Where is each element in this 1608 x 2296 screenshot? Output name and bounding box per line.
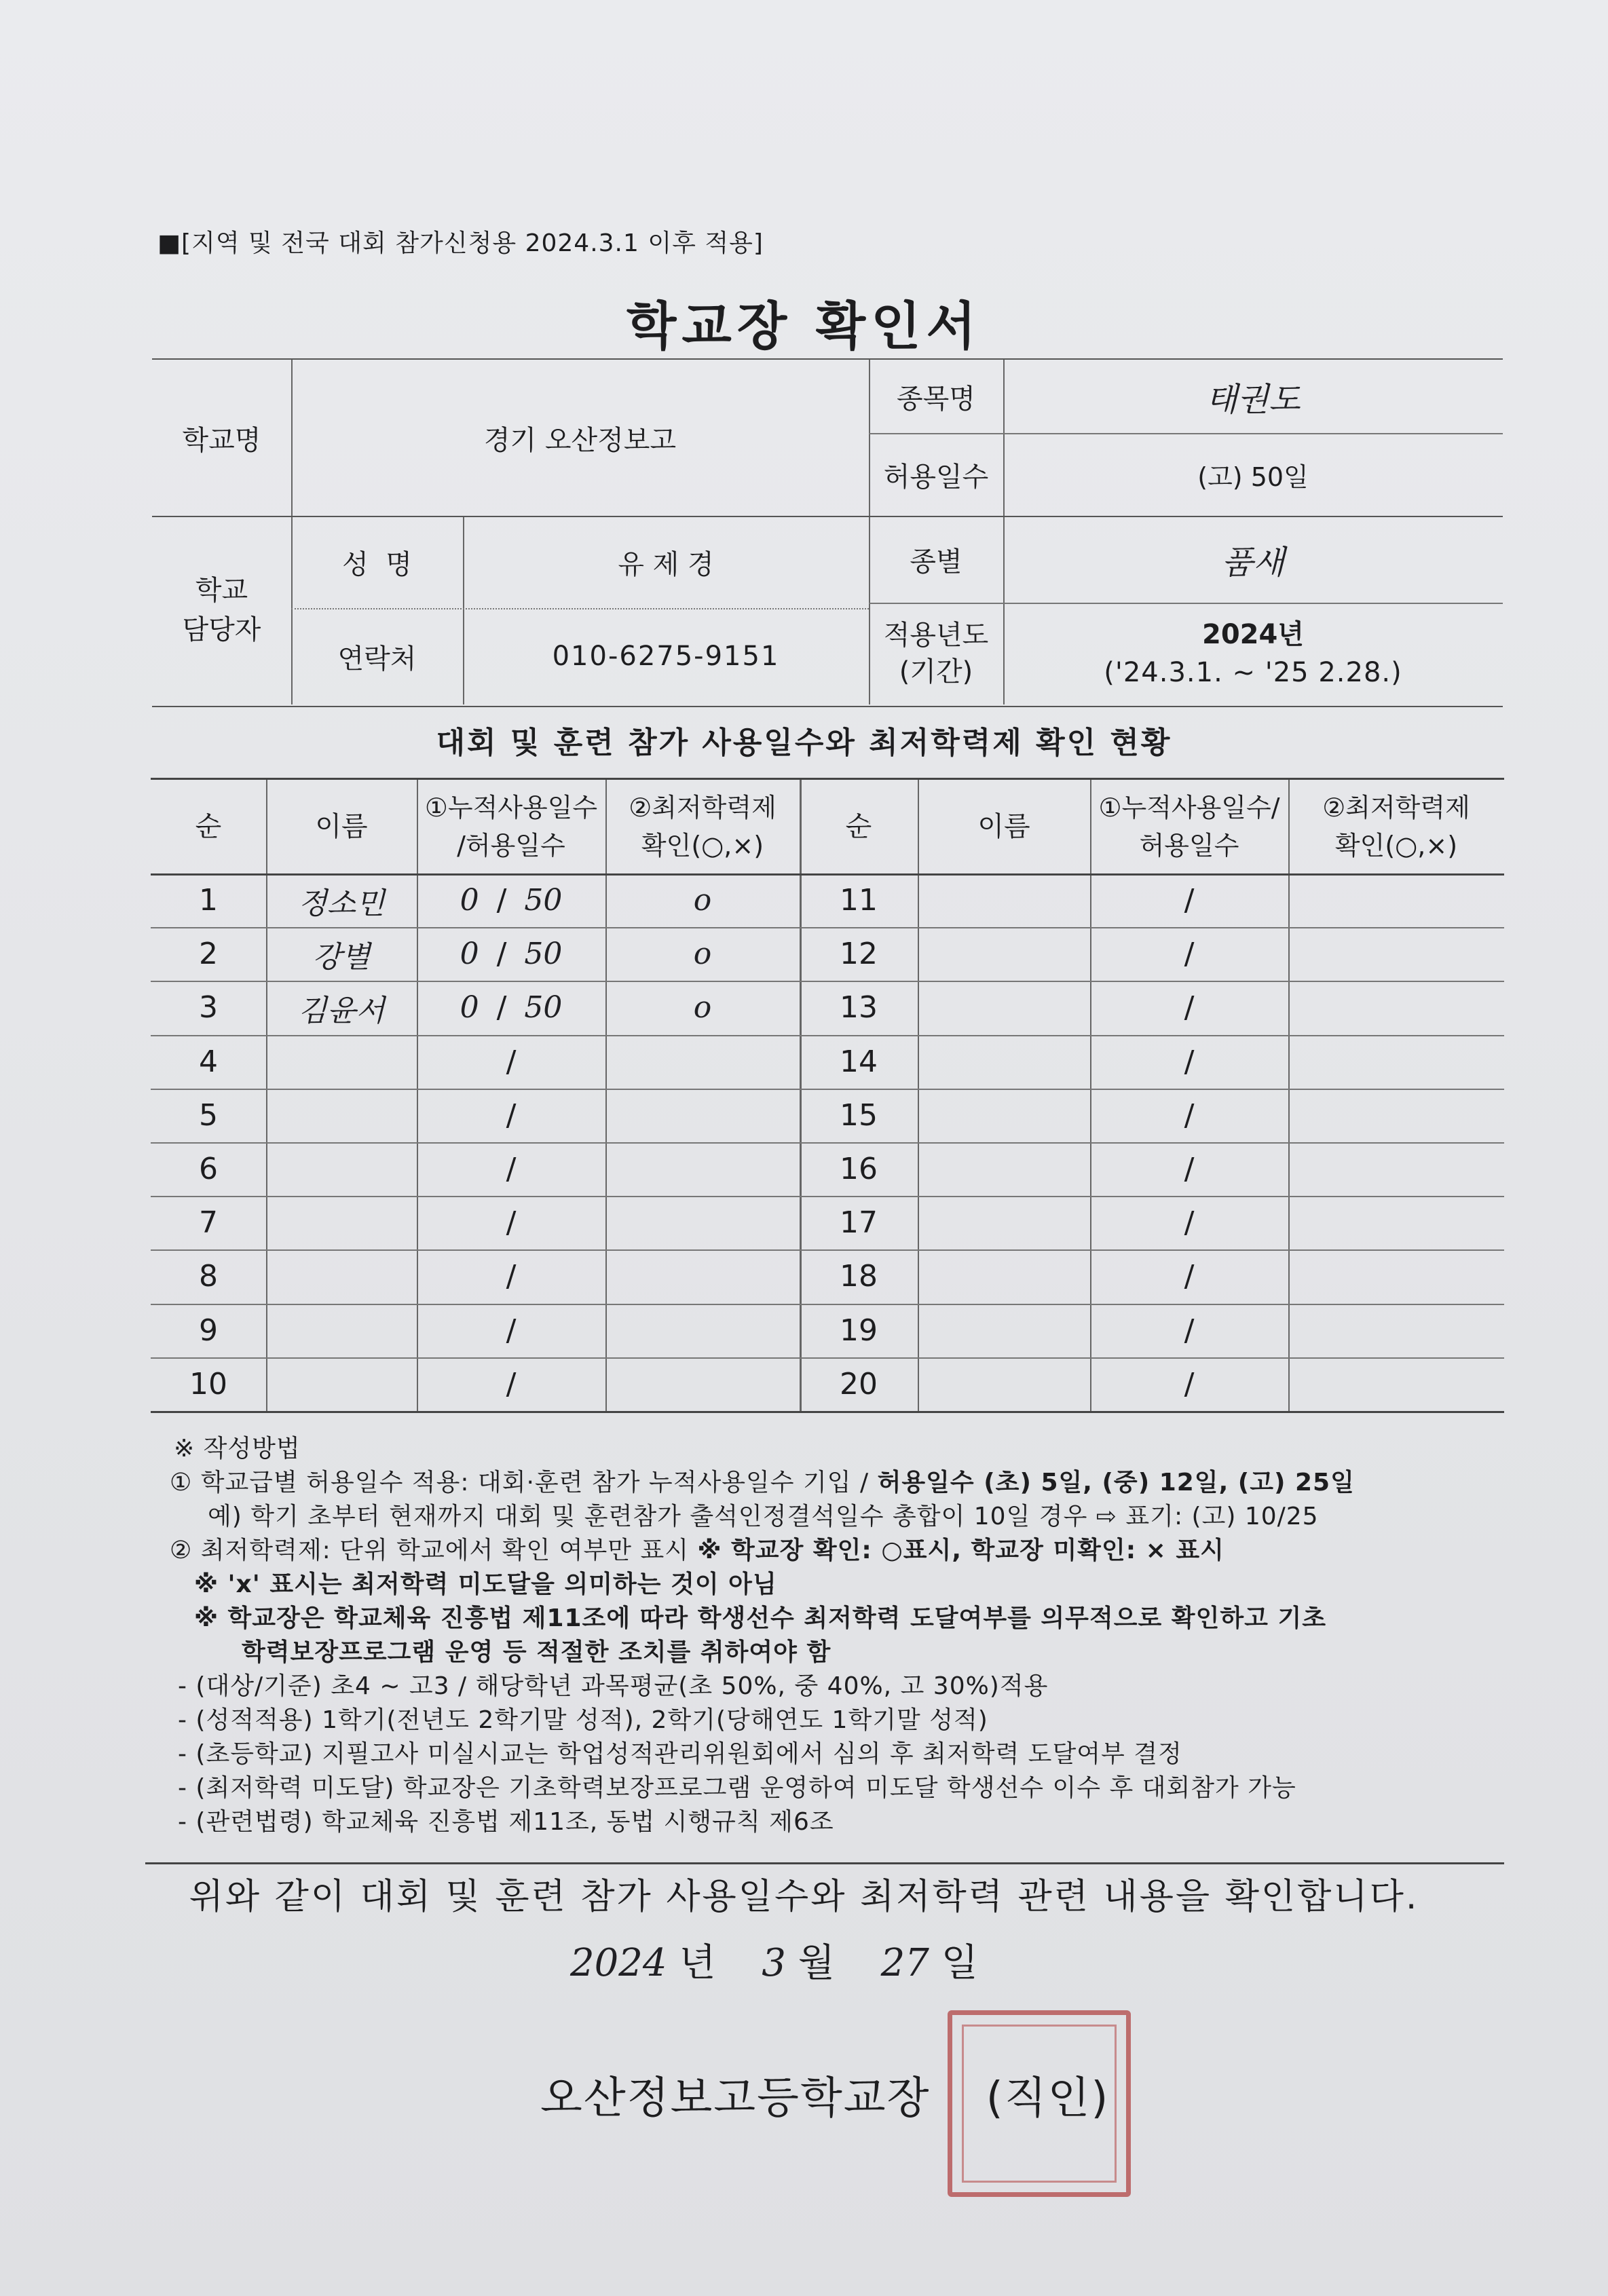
school-name-value: 경기 오산정보고 [483, 424, 677, 456]
min-academic-check [605, 1142, 800, 1196]
student-name: 김윤서 [298, 993, 385, 1028]
instructions-line-text: ② 최저학력제: 단위 학교에서 확인 여부만 표시 [170, 1537, 698, 1564]
student-name: 강별 [312, 939, 371, 975]
student-name [266, 1089, 417, 1142]
student-name [918, 981, 1090, 1034]
allowed-days-value: (고) 50일 [1197, 462, 1309, 492]
signature-date [570, 1933, 978, 1987]
usage-days [417, 1196, 605, 1249]
staff-label: 학교 담당자 [182, 575, 261, 645]
row-number: 14 [840, 1044, 878, 1079]
date-day-unit: 일 [941, 1941, 978, 1985]
category-value: 품새 [1221, 543, 1285, 582]
row-number: 9 [199, 1313, 218, 1348]
row-number: 16 [840, 1152, 878, 1187]
staff-contact-label: 연락처 [337, 643, 417, 675]
student-name [266, 1142, 417, 1196]
roster-header-no: 순 [195, 811, 222, 842]
roster-table [151, 778, 1504, 1413]
min-academic-check [605, 1196, 800, 1249]
usage-days [417, 1357, 605, 1411]
slash: / [506, 1313, 517, 1348]
principal-title: 오산정보고등학교장 [540, 2073, 931, 2124]
roster-header-name: 이름 [315, 811, 368, 842]
usage-days [417, 981, 605, 1034]
slash: / [496, 883, 507, 918]
instructions-line [170, 1534, 1493, 1568]
sport-label: 종목명 [897, 383, 975, 415]
student-name [266, 1035, 417, 1089]
student-name [266, 1304, 417, 1357]
row-number: 7 [199, 1205, 218, 1241]
form-header-note: ■[지역 및 전국 대회 참가신청용 2024.3.1 이후 적용] [157, 229, 764, 257]
min-academic-check [605, 1035, 800, 1089]
min-academic-check [1288, 1196, 1504, 1249]
staff-contact-value: 010-6275-9151 [552, 641, 780, 672]
staff-name-label: 성 명 [342, 548, 412, 580]
min-academic-check [1288, 1249, 1504, 1303]
student-name [266, 1249, 417, 1303]
roster-header-no-right: 순 [845, 811, 872, 842]
instructions-line: - (최저학력 미도달) 학교장은 기초학력보장프로그램 운영하여 미도달 학생선수 이수 후 대회참가 가능 [178, 1774, 1296, 1802]
slash: / [506, 1366, 517, 1401]
seal-label: (직인) [986, 2073, 1110, 2124]
staff-name-value: 유 제 경 [618, 548, 714, 580]
instructions-line: ※ 'x' 표시는 최저학력 미도달을 의미하는 것이 아님 [194, 1570, 777, 1598]
slash: / [506, 1259, 517, 1294]
min-academic-check [1288, 1142, 1504, 1196]
row-number: 12 [840, 937, 878, 972]
date-year-unit: 년 [679, 1941, 716, 1985]
school-info-table [152, 358, 1503, 707]
min-academic-check [1288, 1304, 1504, 1357]
instructions-heading: ※ 작성방법 [174, 1435, 301, 1463]
row-number: 1 [199, 883, 218, 918]
instructions-line: 학력보장프로그램 운영 등 적절한 조치를 취하여야 함 [242, 1638, 831, 1666]
roster-header-check-right: ②최저학력제 확인(○,×) [1322, 793, 1470, 861]
date-month: 3 [762, 1941, 786, 1985]
min-academic-check [605, 1357, 800, 1411]
year-value [1003, 603, 1503, 704]
student-name [266, 1196, 417, 1249]
year-label: 적용년도 (기간) [883, 620, 989, 688]
slash: / [496, 990, 507, 1025]
slash: / [496, 937, 507, 972]
document-title: 학교장 확인서 [627, 296, 981, 356]
row-number: 5 [199, 1097, 218, 1133]
row-number: 15 [840, 1097, 878, 1133]
min-academic-check [1288, 1357, 1504, 1411]
slash: / [506, 1097, 517, 1133]
row-number: 17 [840, 1205, 878, 1241]
usage-days: / [1184, 1205, 1195, 1241]
instructions-line: - (관련법령) 학교체육 진흥법 제11조, 동법 시행규칙 제6조 [178, 1808, 834, 1836]
usage-days [417, 1304, 605, 1357]
min-academic-check [1288, 1089, 1504, 1142]
row-number: 6 [199, 1152, 218, 1187]
instructions-line-emphasis: ※ 학교장 확인: ○표시, 학교장 미확인: × 표시 [697, 1537, 1224, 1564]
row-number: 4 [199, 1044, 218, 1079]
instructions-line: - (성적적용) 1학기(전년도 2학기말 성적), 2학기(당해연도 1학기말 성적) [178, 1706, 988, 1734]
usage-days: / [1184, 1259, 1195, 1294]
instructions-line: ※ 학교장은 학교체육 진흥법 제11조에 따라 학생선수 최저학력 도달여부를 의무적으로 확인하고 기초 [194, 1604, 1327, 1632]
student-name [918, 1142, 1090, 1196]
row-number: 20 [840, 1366, 878, 1401]
usage-days [417, 1089, 605, 1142]
instructions-line [170, 1466, 1493, 1500]
student-name [918, 1249, 1090, 1303]
allowed-days: 50 [524, 883, 563, 918]
roster-header-check: ②최저학력제 확인(○,×) [629, 793, 777, 861]
student-name [918, 1357, 1090, 1411]
row-number: 19 [840, 1313, 878, 1348]
instructions-line: 예) 학기 초부터 현재까지 대회 및 훈련참가 출석인정결석일수 총합이 10일 경우 ⇨ 표기: (고) 10/25 [208, 1503, 1319, 1530]
date-year: 2024 [570, 1941, 667, 1985]
roster-title: 대회 및 훈련 참가 사용일수와 최저학력제 확인 현황 [436, 726, 1172, 760]
official-seal-stamp [948, 2010, 1131, 2197]
usage-days [417, 1035, 605, 1089]
year-value-year: 2024년 [1202, 619, 1304, 650]
usage-days [417, 873, 605, 927]
student-name: 정소민 [298, 886, 385, 921]
min-academic-check [605, 1249, 800, 1303]
row-number: 3 [199, 990, 218, 1025]
min-academic-check: o [693, 937, 712, 972]
row-number: 18 [840, 1259, 878, 1294]
min-academic-check [1288, 1035, 1504, 1089]
slash: / [506, 1152, 517, 1187]
instructions-block [170, 1432, 1493, 1839]
usage-days [417, 1142, 605, 1196]
usage-days: / [1184, 1366, 1195, 1401]
student-name [918, 1035, 1090, 1089]
min-academic-check [1288, 981, 1504, 1034]
min-academic-check [1288, 873, 1504, 927]
confirmation-statement: 위와 같이 대회 및 훈련 참가 사용일수와 최저학력 관련 내용을 확인합니다. [189, 1877, 1419, 1917]
min-academic-check [605, 1304, 800, 1357]
date-month-unit: 월 [798, 1941, 835, 1985]
usage-days [417, 1249, 605, 1303]
row-number: 13 [840, 990, 878, 1025]
usage-days: / [1184, 1044, 1195, 1079]
student-name [918, 1196, 1090, 1249]
usage-days [417, 927, 605, 981]
row-number: 10 [189, 1366, 227, 1401]
school-name-label: 학교명 [182, 424, 261, 456]
student-name [918, 1304, 1090, 1357]
sport-value: 태권도 [1205, 380, 1301, 419]
year-value-period: ('24.3.1. ~ '25 2.28.) [1104, 657, 1402, 688]
divider [145, 1862, 1504, 1864]
used-days: 0 [460, 937, 479, 972]
student-name [266, 1357, 417, 1411]
usage-days: / [1184, 1097, 1195, 1133]
allowed-days: 50 [524, 990, 563, 1025]
student-name [918, 927, 1090, 981]
usage-days: / [1184, 1152, 1195, 1187]
student-name [918, 873, 1090, 927]
row-number: 8 [199, 1259, 218, 1294]
usage-days: / [1184, 1313, 1195, 1348]
used-days: 0 [460, 883, 479, 918]
roster-header-usage-right: ①누적사용일수/ 허용일수 [1098, 793, 1280, 861]
row-number: 11 [840, 883, 878, 918]
slash: / [506, 1044, 517, 1079]
instructions-line-emphasis: 허용일수 (초) 5일, (중) 12일, (고) 25일 [877, 1469, 1355, 1497]
min-academic-check: o [693, 883, 712, 918]
instructions-line-text: ① 학교급별 허용일수 적용: 대회·훈련 참가 누적사용일수 기입 / [170, 1469, 878, 1497]
usage-days: / [1184, 883, 1195, 918]
min-academic-check: o [693, 990, 712, 1025]
slash: / [506, 1205, 517, 1241]
category-label: 종별 [910, 546, 962, 578]
usage-days: / [1184, 937, 1195, 972]
used-days: 0 [460, 990, 479, 1025]
min-academic-check [605, 1089, 800, 1142]
row-number: 2 [199, 937, 218, 972]
min-academic-check [1288, 927, 1504, 981]
date-day: 27 [880, 1941, 929, 1985]
student-name [918, 1089, 1090, 1142]
allowed-days-label: 허용일수 [883, 461, 989, 493]
instructions-line: - (초등학교) 지필고사 미실시교는 학업성적관리위원회에서 심의 후 최저학력 도달여부 결정 [178, 1740, 1182, 1768]
instructions-line: - (대상/기준) 초4 ~ 고3 / 해당학년 과목평균(초 50%, 중 40%, 고 30%)적용 [178, 1672, 1049, 1700]
usage-days: / [1184, 990, 1195, 1025]
roster-header-name-right: 이름 [977, 811, 1030, 842]
allowed-days: 50 [524, 937, 563, 972]
roster-header-usage: ①누적사용일수 /허용일수 [424, 793, 598, 861]
